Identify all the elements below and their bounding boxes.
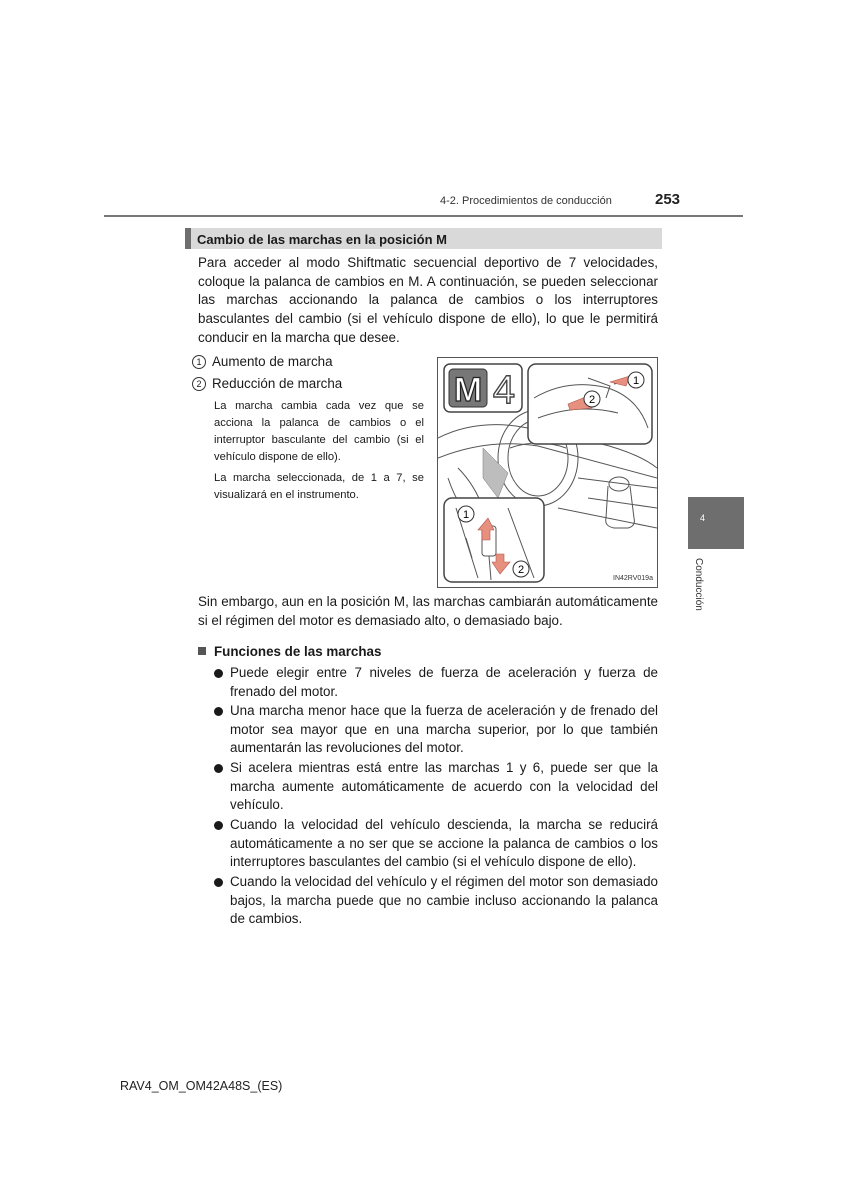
bullet-dot-icon <box>214 764 223 773</box>
callout-number: 2 <box>192 377 206 391</box>
figure-code: IN42RV019a <box>613 575 653 582</box>
illustration-drawing <box>438 358 657 587</box>
bullet-item <box>214 816 658 872</box>
subheading <box>198 644 381 659</box>
callout-1-upper: 1 <box>632 375 640 387</box>
item-label: Reducción de marcha <box>212 376 343 391</box>
callout-2-lower: 2 <box>517 564 525 576</box>
square-bullet-icon <box>198 647 206 655</box>
chapter-tab <box>688 497 744 549</box>
automatic-change-paragraph: Sin embargo, aun en la posición M, las marchas cambiarán automáticamente si el régimen del motor es demasiado alto, o demasiado bajo. <box>198 594 658 628</box>
note-gear-change: La marcha cambia cada vez que se acciona la palanca de cambios o el interruptor basculante del cambio (si el vehículo dispone de ello). <box>214 400 424 463</box>
item-label: Aumento de marcha <box>212 354 333 369</box>
intro-paragraph: Para acceder al modo Shiftmatic secuencial deportivo de 7 velocidades, coloque la palanca de cambios en M. A continuación, se pueden seleccionar las marchas accionando la palanca de cambios o los interruptores basculantes del cambio (si el vehículo dispone de ello), lo que le permitirá conducir en la marcha que desee. <box>198 255 658 345</box>
gear-number: 4 <box>492 368 516 412</box>
page-number: 253 <box>655 191 681 208</box>
chapter-number: 4 <box>700 513 706 523</box>
bullet-item <box>214 664 658 701</box>
note-gear-display: La marcha seleccionada, de 1 a 7, se visualizará en el instrumento. <box>214 472 424 501</box>
bullet-item <box>214 873 658 929</box>
bullet-text: Puede elegir entre 7 niveles de fuerza de aceleración y fuerza de frenado del motor. <box>230 665 658 699</box>
bullet-dot-icon <box>214 707 223 716</box>
running-header: 4-2. Procedimientos de conducción <box>440 195 612 207</box>
bullet-dot-icon <box>214 878 223 887</box>
bullet-text: Una marcha menor hace que la fuerza de aceleración y de frenado del motor sea mayor que en una marcha superior, por lo que también aumentarán las revoluciones del motor. <box>230 703 658 756</box>
callout-number: 1 <box>192 355 206 369</box>
callout-2-upper: 2 <box>588 394 596 406</box>
bullet-dot-icon <box>214 821 223 830</box>
bullet-item <box>214 759 658 815</box>
section-title: Cambio de las marchas en la posición M <box>197 232 447 247</box>
bullet-text: Cuando la velocidad del vehículo descienda, la marcha se reducirá automáticamente a no ser que se accione la palanca de cambios o los interruptores basculantes del cambio (si el vehículo dispone de ello). <box>230 817 658 870</box>
bullet-dot-icon <box>214 669 223 678</box>
list-item-upshift <box>192 354 333 369</box>
subheading-text: Funciones de las marchas <box>214 644 382 659</box>
header-rule <box>104 215 743 217</box>
document-code: RAV4_OM_OM42A48S_(ES) <box>120 1079 283 1093</box>
chapter-label: Conducción <box>693 558 704 611</box>
callout-1-lower: 1 <box>462 509 470 521</box>
bullet-text: Cuando la velocidad del vehículo y el régimen del motor son demasiado bajos, la marcha puede que no cambie incluso accionando la palanca de cambios. <box>230 874 658 927</box>
bullet-text: Si acelera mientras está entre las marchas 1 y 6, puede ser que la marcha aumente automáticamente de acuerdo con la velocidad del vehículo. <box>230 760 658 813</box>
bullet-item <box>214 702 658 758</box>
shift-illustration <box>437 357 658 588</box>
list-item-downshift <box>192 376 342 391</box>
gear-mode-letter: M <box>453 371 483 409</box>
